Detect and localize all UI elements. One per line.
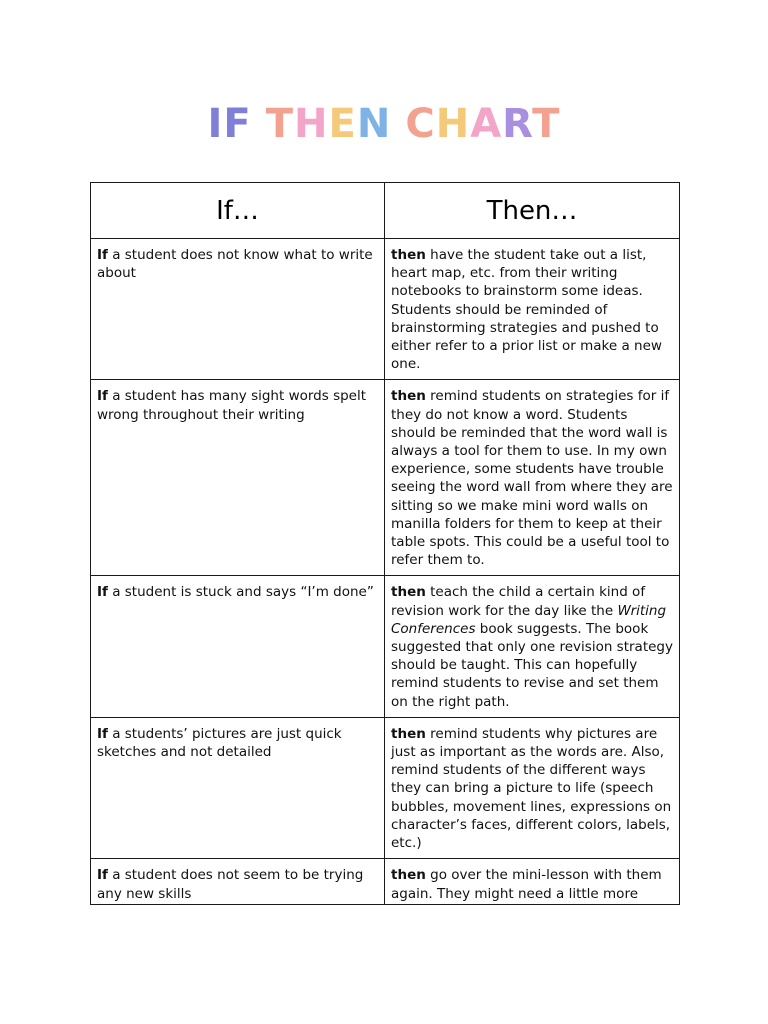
then-action: go over the mini-lesson with them again. They might need a little more: [391, 867, 662, 902]
if-cell: [91, 576, 385, 717]
if-cell: [91, 380, 385, 576]
if-keyword: If: [97, 584, 108, 601]
if-condition: a student has many sight words spelt wrong throughout their writing: [97, 388, 367, 423]
if-cell: [91, 239, 385, 380]
if-condition: a student does not know what to write about: [97, 247, 373, 282]
title-letter: T: [265, 101, 295, 147]
then-cell: [385, 717, 680, 858]
then-cell: [385, 239, 680, 380]
then-keyword: then: [391, 867, 426, 884]
if-cell: [91, 859, 385, 905]
then-action: have the student take out a list, heart map, etc. from their writing notebooks to brainstorm some ideas. Students should be reminded of brainstorming strategies and pushed to either refer to a prior list or make a new one.: [391, 247, 662, 373]
title-letter: E: [328, 101, 357, 147]
title-word-chart: [405, 98, 560, 150]
title-letter: R: [502, 101, 533, 147]
if-keyword: If: [97, 388, 108, 405]
title-letter: C: [405, 101, 436, 147]
then-action: teach the child a certain kind of revision work for the day like the: [391, 584, 646, 619]
then-keyword: then: [391, 584, 426, 601]
if-keyword: If: [97, 867, 108, 884]
then-keyword: then: [391, 388, 426, 405]
title-letter: N: [356, 101, 392, 147]
if-condition: a student does not seem to be trying any new skills: [97, 867, 364, 902]
then-keyword: then: [391, 725, 426, 742]
then-action: remind students on strategies for if they do not know a word. Students should be reminded that the word wall is always a tool for them to use. In my own experience, some students have trouble seeing the word wall from where they are sitting so we make mini word walls on manilla folders for them to keep at their table spots. This could be a useful tool to refer them to.: [391, 388, 673, 569]
table-row: [91, 239, 680, 380]
table-row: [91, 380, 680, 576]
if-keyword: If: [97, 247, 108, 263]
title-letter: F: [223, 101, 252, 147]
table-header-row: [91, 183, 680, 239]
title-letter: H: [435, 101, 471, 147]
then-column-header: Then…: [385, 183, 680, 239]
title-letter: A: [470, 101, 503, 147]
title-letter: T: [532, 101, 561, 147]
table-row: [91, 576, 680, 717]
then-cell: [385, 859, 680, 905]
if-column-header: If…: [91, 183, 385, 239]
then-cell: [385, 576, 680, 717]
title-word-if: [208, 98, 252, 150]
title-letter: I: [207, 101, 224, 147]
then-cell: [385, 380, 680, 576]
if-keyword: If: [97, 725, 108, 742]
title-word-then: [266, 98, 392, 150]
if-then-table: [90, 182, 680, 905]
table-row: [91, 717, 680, 858]
page-title: [0, 98, 768, 150]
title-letter: H: [294, 101, 329, 147]
if-condition: a students’ pictures are just quick sketches and not detailed: [97, 725, 342, 761]
book-title: Writing Conferences: [391, 602, 667, 637]
then-keyword: then: [391, 247, 426, 263]
then-action: remind students why pictures are just as important as the words are. Also, remind students of the different ways they can bring a picture to life (speech bubbles, movement lines, expressions on character’s faces, different colors, labels, etc.): [391, 725, 672, 852]
then-action-continued: book suggests. The book suggested that only one revision strategy should be taught. This can hopefully remind students to revise and set them on the right path.: [391, 620, 673, 710]
table-row: [91, 859, 680, 905]
if-cell: [91, 717, 385, 858]
if-condition: a student is stuck and says “I’m done”: [107, 584, 374, 601]
